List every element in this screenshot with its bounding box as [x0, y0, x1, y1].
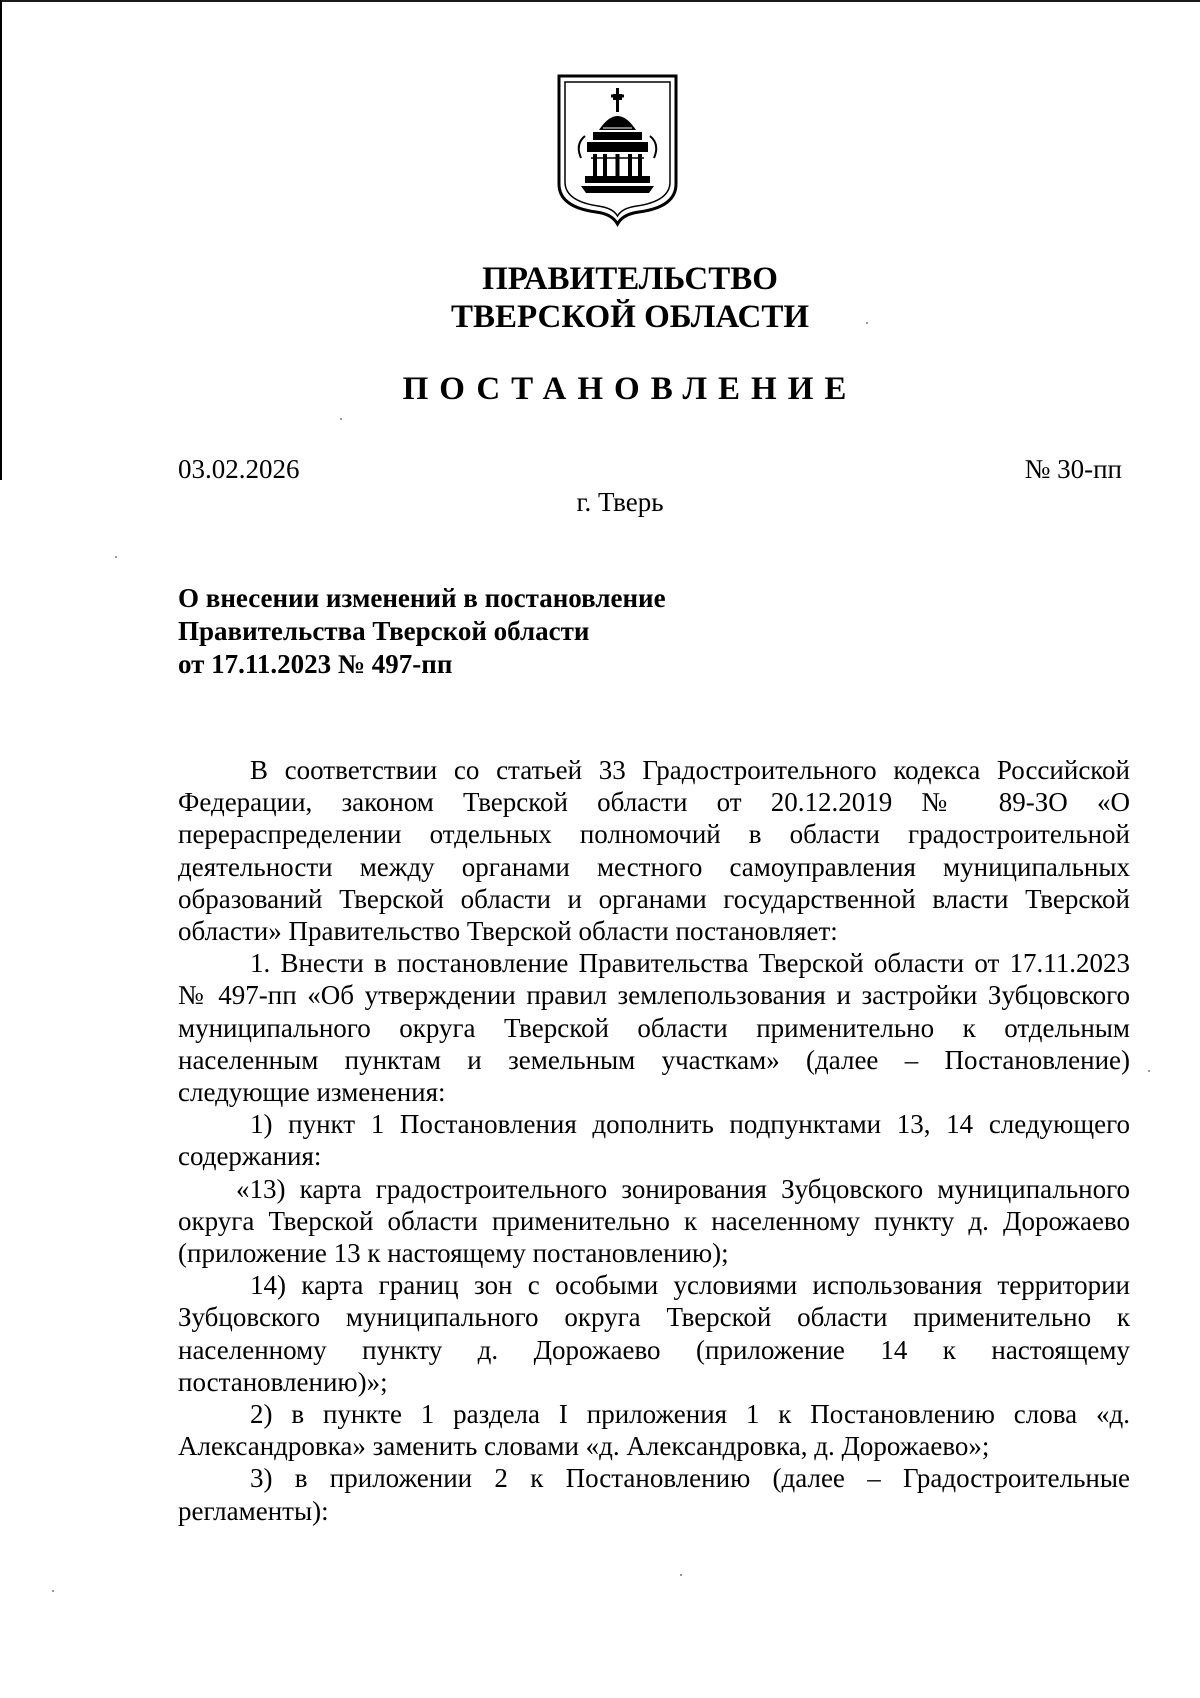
org-title-line2: ТВЕРСКОЙ ОБЛАСТИ — [450, 299, 810, 335]
item-1-paragraph: 1. Внести в постановление Правительства Тверской области от 17.11.2023 № 497-пп «Об утверждении правил землепользования и застройки Зубцовского муниципального округа Тверской области применительно к отдельным населенным пунктам и земельным участкам» (далее – Постановление) следующие изменения: — [178, 948, 1130, 1108]
document-body — [178, 754, 1130, 1527]
scan-speck — [680, 1574, 682, 1576]
scan-speck — [115, 556, 117, 558]
org-title-line1: ПРАВИТЕЛЬСТВО — [482, 261, 778, 297]
preamble-paragraph: В соответствии со статьей 33 Градостроительного кодекса Российской Федерации, законом Тверской области от 20.12.2019 № 89-ЗО «О перераспределении отдельных полномочий в области градостроительной деятельности между органами местного самоуправления муниципальных образований Тверской области и органами государственной власти Тверской области» Правительство Тверской области постановляет: — [178, 755, 1130, 947]
document-number: № 30-пп — [1024, 454, 1122, 484]
scan-speck — [340, 418, 342, 420]
subitem-1-14-paragraph: 14) карта границ зон с особыми условиями использования территории Зубцовского муниципального округа Тверской области применительно к населенному пункту д. Дорожаево (приложение 14 к настоящему постановлению)»; — [178, 1270, 1130, 1397]
document-subject — [178, 582, 878, 681]
subject-line3: от 17.11.2023 № 497-пп — [178, 649, 453, 679]
subitem-1-paragraph: 1) пункт 1 Постановления дополнить подпунктами 13, 14 следующего содержания: — [178, 1109, 1130, 1172]
subitem-1-13-paragraph: «13) карта градостроительного зонирования Зубцовского муниципального округа Тверской области применительно к населенному пункту д. Дорожаево (приложение 13 к настоящему постановлению); — [178, 1173, 1130, 1269]
subitem-3-paragraph: 3) в приложении 2 к Постановлению (далее – Градостроительные регламенты): — [178, 1463, 1130, 1526]
scan-edge-top — [0, 0, 1200, 2]
document-city: г. Тверь — [576, 487, 664, 517]
scan-speck — [1148, 1070, 1150, 1072]
document-date: 03.02.2026 — [178, 454, 300, 484]
subject-line1: О внесении изменений в постановление — [178, 583, 666, 613]
scan-speck — [866, 322, 868, 324]
tver-coat-of-arms-icon — [555, 72, 680, 227]
scan-edge-left — [0, 0, 2, 480]
document-type-title: ПОСТАНОВЛЕНИЕ — [402, 371, 858, 407]
subitem-2-paragraph: 2) в пункте 1 раздела I приложения 1 к Постановлению слова «д. Александровка» заменить словами «д. Александровка, д. Дорожаево»; — [178, 1399, 1130, 1462]
scan-speck — [52, 1590, 54, 1592]
subject-line2: Правительства Тверской области — [178, 616, 590, 646]
